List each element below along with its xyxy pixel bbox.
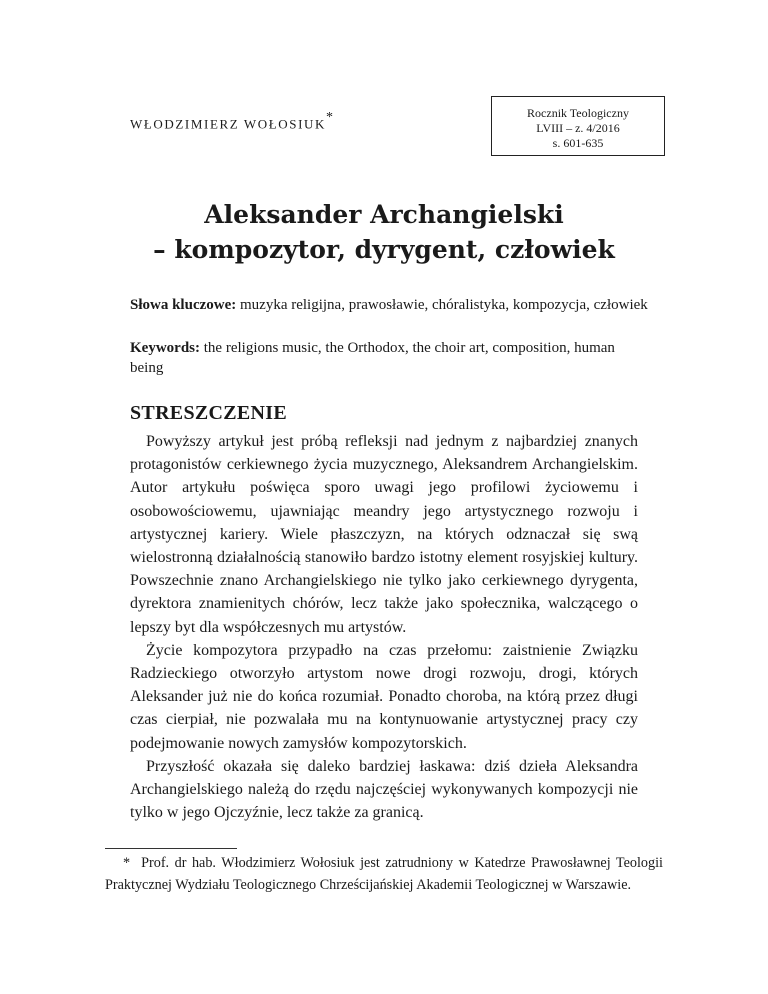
keywords-polish [130,295,650,315]
journal-name: Rocznik Teologiczny [527,106,629,120]
abstract-paragraph-3: Przyszłość okazała się daleko bardziej łaskawa: dziś dzieła Aleksandra Archangielskiego należą do rzędu najczęściej wykonywanych kompozycji nie tylko w jego Ojczyźnie, lecz także za granicą. [130,757,638,822]
abstract-paragraph-1: Powyższy artykuł jest próbą refleksji nad jednym z najbardziej znanych protagonistów cerkiewnego życia muzycznego, Aleksandrem Archangielskim. Autor artykułu poświęca sporo uwagi jego profilowi życiowemu i osobowościowemu, ujawniając meandry jego artystycznego rozwoju i artystycznej kariery. Wiele płaszczyzn, na których odznaczał się swą wielostronną działalnością stanowiło bardzo istotny element rosyjskiej kultury. Powszechnie znano Archangielskiego nie tylko jako cerkiewnego dyrygenta, dyrektora znamienitych chórów, lecz także jako społecznika, walczącego o lepszy byt dla współczesnych mu artystów. [130,433,638,636]
keywords-polish-label: Słowa kluczowe: [130,297,237,313]
keywords-polish-text: muzyka religijna, prawosławie, chóralistyka, kompozycja, człowiek [240,297,648,313]
article-title [0,197,768,267]
article-title-line-1: Aleksander Archangielski [204,200,564,229]
journal-info-box [491,96,665,156]
keywords-english [130,338,650,378]
footnote-text: Prof. dr hab. Włodzimierz Wołosiuk jest zatrudniony w Katedrze Prawosławnej Teologii Praktycznej Wydziału Teologicznego Chrześcijańskiej Akademii Teologicznej w Warszawie. [105,855,663,893]
abstract-heading: STRESZCZENIE [130,402,287,424]
author-footnote-mark: * [326,110,334,125]
keywords-english-label: Keywords: [130,340,200,356]
footnote-mark: * [123,855,131,871]
journal-pages: s. 601-635 [552,136,604,150]
journal-volume: LVIII – z. 4/2016 [536,121,620,135]
abstract-paragraph-2: Życie kompozytora przypadło na czas przełomu: zaistnienie Związku Radzieckiego otworzyło artystom nowe drogi rozwoju, drogi, których Aleksander już nie do końca rozumiał. Ponadto choroba, na którą przez długi czas cierpiał, nie pozwalała mu na kontynuowanie artystycznej pracy czy podejmowanie nowych zamysłów kompozytorskich. [130,641,638,752]
abstract-body [130,430,638,824]
footnote-separator [105,848,237,849]
author-name-text: WŁODZIMIERZ WOŁOSIUK [130,116,327,132]
article-title-line-2: – kompozytor, dyrygent, człowiek [153,235,615,264]
keywords-english-text: the religions music, the Orthodox, the choir art, composition, human being [130,340,615,376]
author-name [130,112,333,132]
author-footnote [105,852,663,896]
